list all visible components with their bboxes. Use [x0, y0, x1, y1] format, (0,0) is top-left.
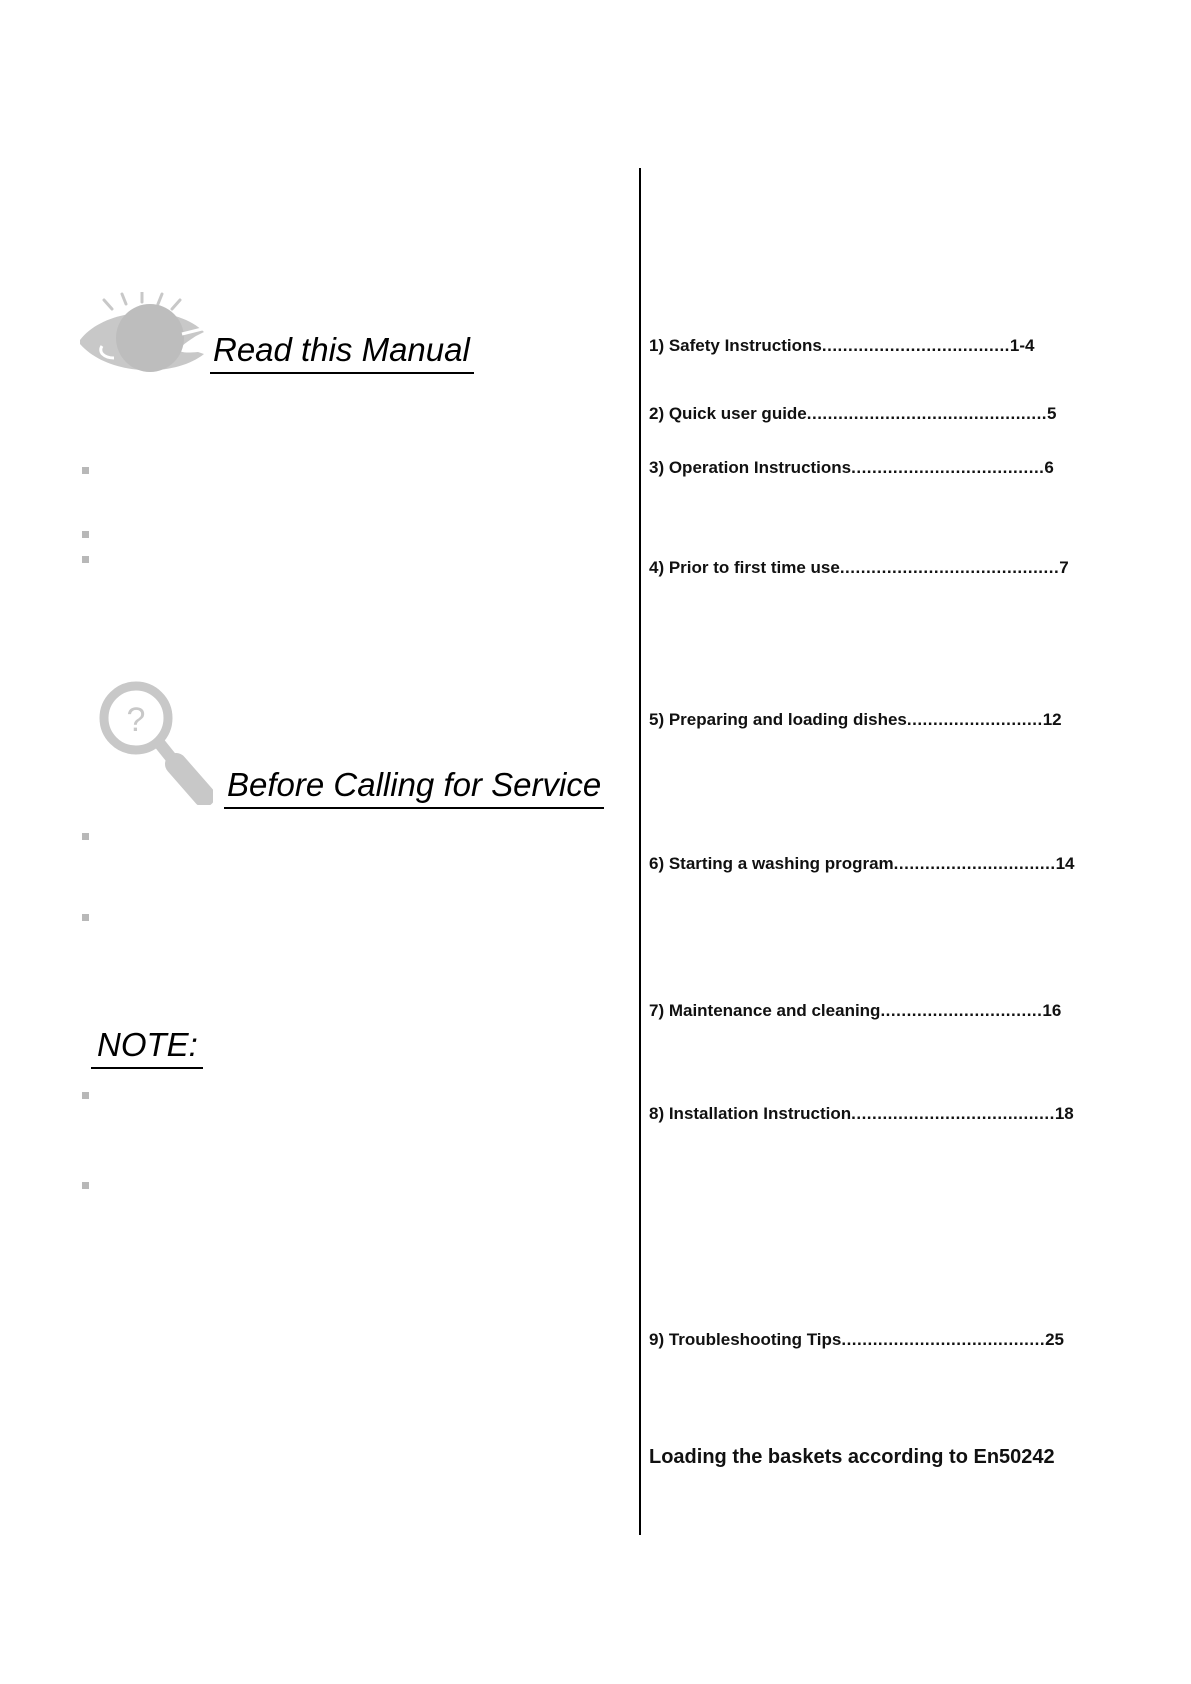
- toc-dots: ....................................: [821, 336, 1010, 355]
- toc-label: 4) Prior to first time use: [649, 558, 840, 577]
- read-manual-heading: [213, 330, 470, 370]
- eye-icon: [78, 292, 210, 376]
- toc-dots: ..........................................: [839, 558, 1060, 577]
- toc-label: 5) Preparing and loading dishes: [649, 710, 907, 729]
- read-manual-underline: [210, 372, 474, 374]
- square-bullet-icon: [82, 556, 89, 563]
- toc-page: 5: [1047, 404, 1057, 423]
- toc-label: 2) Quick user guide: [649, 404, 807, 423]
- toc-dots: ...............................: [893, 854, 1056, 873]
- toc-page: 14: [1055, 854, 1075, 873]
- toc-dots: .......................................: [851, 1104, 1055, 1123]
- toc-label: 8) Installation Instruction: [649, 1104, 852, 1123]
- toc-item-quick-guide: [649, 403, 1057, 425]
- toc-item-installation: [649, 1103, 1074, 1125]
- square-bullet-icon: [82, 833, 89, 840]
- toc-page: 1-4: [1009, 336, 1035, 355]
- toc-label: 9) Troubleshooting Tips: [649, 1330, 842, 1349]
- note-heading: [97, 1025, 198, 1065]
- note-underline: [91, 1067, 203, 1069]
- toc-dots: ...............................: [880, 1001, 1043, 1020]
- toc-item-maintenance: [649, 1000, 1061, 1022]
- toc-label: 3) Operation Instructions: [649, 458, 852, 477]
- toc-dots: .....................................: [851, 458, 1045, 477]
- before-service-heading: [227, 765, 601, 805]
- read-manual-title: Read this Manual: [213, 331, 470, 368]
- toc-item-prior-use: [649, 557, 1069, 579]
- toc-page: 12: [1042, 710, 1062, 729]
- toc-page: 18: [1054, 1104, 1074, 1123]
- toc-item-operation: [649, 457, 1054, 479]
- note-title: NOTE:: [97, 1026, 198, 1063]
- toc-label: 6) Starting a washing program: [649, 854, 894, 873]
- svg-text:?: ?: [126, 701, 146, 739]
- square-bullet-icon: [82, 531, 89, 538]
- before-service-title: Before Calling for Service: [227, 766, 602, 803]
- toc-item-loading-baskets: Loading the baskets according to En50242: [649, 1446, 1055, 1468]
- toc-page: 25: [1045, 1330, 1064, 1349]
- toc-dots: ..........................: [906, 710, 1043, 729]
- toc-item-troubleshooting: [649, 1329, 1064, 1351]
- square-bullet-icon: [82, 914, 89, 921]
- magnifier-question-icon: [98, 680, 213, 805]
- column-divider: [639, 168, 641, 1535]
- toc-item-washing-program: [649, 853, 1075, 875]
- toc-page: 16: [1042, 1001, 1062, 1020]
- before-service-underline: [224, 807, 604, 809]
- toc-page: 6: [1044, 458, 1054, 477]
- toc-label: 1) Safety Instructions: [649, 336, 822, 355]
- toc-item-loading-dishes: [649, 709, 1062, 731]
- square-bullet-icon: [82, 467, 89, 474]
- toc-dots: .......................................: [841, 1330, 1046, 1349]
- square-bullet-icon: [82, 1092, 89, 1099]
- toc-item-safety: [649, 335, 1035, 357]
- toc-page: 7: [1059, 558, 1069, 577]
- toc-label: 7) Maintenance and cleaning: [649, 1001, 881, 1020]
- toc-dots: ..............................................: [806, 404, 1048, 423]
- square-bullet-icon: [82, 1182, 89, 1189]
